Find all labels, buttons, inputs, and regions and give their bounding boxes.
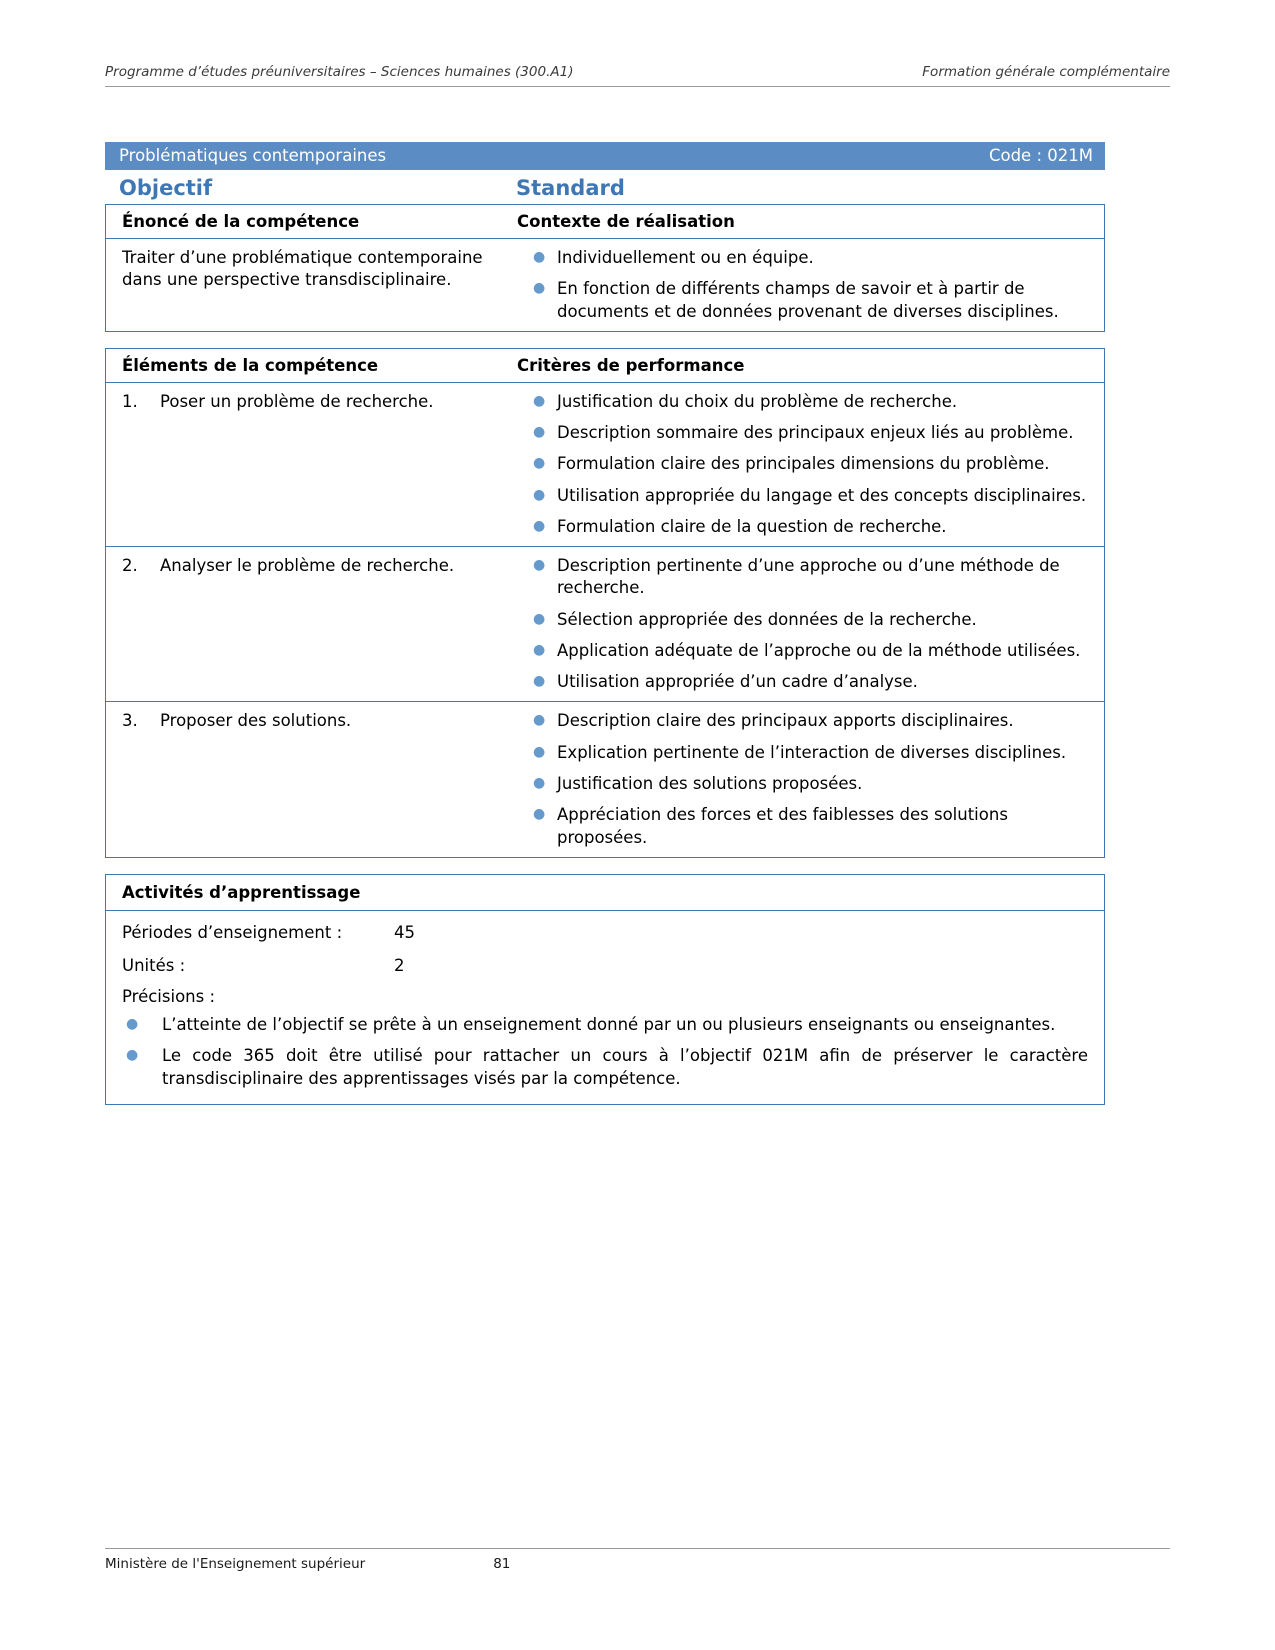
standard-heading-cell [510, 176, 1105, 200]
page-content [105, 142, 1105, 1105]
list-item-text: Justification du choix du problème de recherche. [557, 391, 958, 411]
bullet-icon: ● [533, 712, 546, 729]
running-header [105, 64, 1170, 87]
criteria-list [517, 710, 1094, 848]
header-section-title: Formation générale complémentaire [922, 64, 1170, 80]
list-item [517, 742, 1094, 764]
criteria-list [517, 391, 1094, 538]
objectif-heading: Objectif [119, 176, 213, 200]
criteria-list [517, 555, 1094, 693]
bullet-icon: ● [533, 806, 546, 823]
objectif-heading-cell [105, 176, 510, 200]
list-item [517, 671, 1094, 693]
list-item [517, 485, 1094, 507]
element-cell [106, 702, 511, 856]
list-item [122, 1045, 1088, 1090]
list-item [517, 773, 1094, 795]
list-item-text: Le code 365 doit être utilisé pour rattacher un cours à l’objectif 021M afin de préserver le caractère transdisciplinaire des apprentissages visés par la compétence. [162, 1046, 1088, 1088]
element-number: 1. [122, 391, 138, 411]
list-item-text: Appréciation des forces et des faiblesses des solutions proposées. [557, 805, 1008, 847]
units-label: Unités : [122, 955, 186, 975]
bullet-icon: ● [533, 392, 546, 409]
criteria-header: Critères de performance [517, 355, 745, 375]
list-item-text: L’atteinte de l’objectif se prête à un enseignement donné par un ou plusieurs enseignants ou enseignantes. [162, 1014, 1056, 1034]
list-item [517, 555, 1094, 600]
bullet-icon: ● [533, 641, 546, 658]
list-item [517, 422, 1094, 444]
precisions-list [122, 1014, 1088, 1090]
list-item-text: Formulation claire des principales dimensions du problème. [557, 454, 1050, 474]
bullet-icon: ● [533, 743, 546, 760]
column-headings [105, 170, 1105, 204]
activities-header: Activités d’apprentissage [106, 875, 1104, 911]
list-item [517, 609, 1094, 631]
list-item-text: Application adéquate de l’approche ou de la méthode utilisées. [557, 640, 1081, 660]
element-label: Proposer des solutions. [160, 711, 352, 731]
list-item [517, 278, 1094, 323]
bullet-icon: ● [126, 1047, 139, 1064]
activities-body [106, 911, 1104, 1104]
element-item [122, 710, 500, 732]
bullet-icon: ● [533, 673, 546, 690]
list-item-text: Justification des solutions proposées. [557, 773, 863, 793]
periods-line [122, 921, 1088, 944]
list-item [517, 516, 1094, 538]
header-program-title: Programme d’études préuniversitaires – Sciences humaines (300.A1) [105, 64, 574, 80]
list-item-text: Description pertinente d’une approche ou d’une méthode de recherche. [557, 556, 1060, 598]
list-item-text: Utilisation appropriée d’un cadre d’analyse. [557, 672, 918, 692]
objective-title-bar [105, 142, 1105, 170]
table-row [106, 547, 1104, 702]
criteria-cell [511, 702, 1104, 856]
bullet-icon: ● [126, 1015, 139, 1032]
list-item-text: Explication pertinente de l’interaction de diverses disciplines. [557, 742, 1067, 762]
table-row [106, 383, 1104, 547]
list-item [517, 247, 1094, 269]
list-item-text: Description sommaire des principaux enjeux liés au problème. [557, 423, 1074, 443]
list-item [517, 640, 1094, 662]
footer-page-number: 81 [493, 1556, 511, 1572]
elements-header-row [106, 349, 1104, 383]
element-number: 2. [122, 556, 138, 576]
list-item [517, 804, 1094, 849]
running-footer [105, 1548, 1170, 1572]
list-item-text: En fonction de différents champs de savoir et à partir de documents et de données provenant de diverses disciplines. [557, 279, 1059, 321]
element-item [122, 391, 500, 413]
list-item-text: Description claire des principaux apports disciplinaires. [557, 711, 1014, 731]
list-item [517, 710, 1094, 732]
precisions-label: Précisions : [122, 986, 216, 1006]
list-item [517, 391, 1094, 413]
table-row [106, 702, 1104, 856]
periods-label: Périodes d’enseignement : [122, 922, 343, 942]
standard-heading: Standard [516, 176, 625, 200]
competence-statement-cell [106, 239, 511, 331]
realisation-context-header: Contexte de réalisation [517, 212, 735, 231]
objective-title: Problématiques contemporaines [119, 146, 387, 165]
elements-table [105, 348, 1105, 858]
element-number: 3. [122, 711, 138, 731]
units-value: 2 [394, 955, 405, 975]
competence-statement-text: Traiter d’une problématique contemporaine dans une perspective transdisciplinaire. [122, 248, 483, 290]
bullet-icon: ● [533, 280, 546, 297]
bullet-icon: ● [533, 455, 546, 472]
list-item-text: Individuellement ou en équipe. [557, 248, 814, 267]
activities-table [105, 874, 1105, 1105]
competence-body-row [106, 239, 1104, 331]
list-item-text: Formulation claire de la question de recherche. [557, 516, 947, 536]
objective-code: Code : 021M [988, 146, 1093, 165]
element-cell [106, 547, 511, 701]
list-item [122, 1014, 1088, 1036]
element-cell [106, 383, 511, 546]
competence-table [105, 204, 1105, 332]
element-label: Analyser le problème de recherche. [160, 556, 455, 576]
bullet-icon: ● [533, 557, 546, 574]
footer-ministry: Ministère de l'Enseignement supérieur [105, 1556, 366, 1572]
bullet-icon: ● [533, 249, 546, 265]
list-item [517, 453, 1094, 475]
bullet-icon: ● [533, 486, 546, 503]
units-line [122, 954, 1088, 977]
bullet-icon: ● [533, 517, 546, 534]
list-item-text: Utilisation appropriée du langage et des concepts disciplinaires. [557, 485, 1087, 505]
competence-statement-header: Énoncé de la compétence [106, 205, 511, 238]
element-label: Poser un problème de recherche. [160, 391, 434, 411]
criteria-cell [511, 383, 1104, 546]
list-item-text: Sélection appropriée des données de la recherche. [557, 609, 977, 629]
competence-header-row [106, 205, 1104, 239]
element-item [122, 555, 500, 577]
realisation-context-cell [511, 239, 1104, 331]
bullet-icon: ● [533, 610, 546, 627]
realisation-context-list [517, 247, 1094, 323]
periods-value: 45 [394, 922, 415, 942]
elements-header: Éléments de la compétence [106, 349, 511, 382]
criteria-cell [511, 547, 1104, 701]
bullet-icon: ● [533, 774, 546, 791]
bullet-icon: ● [533, 424, 546, 441]
